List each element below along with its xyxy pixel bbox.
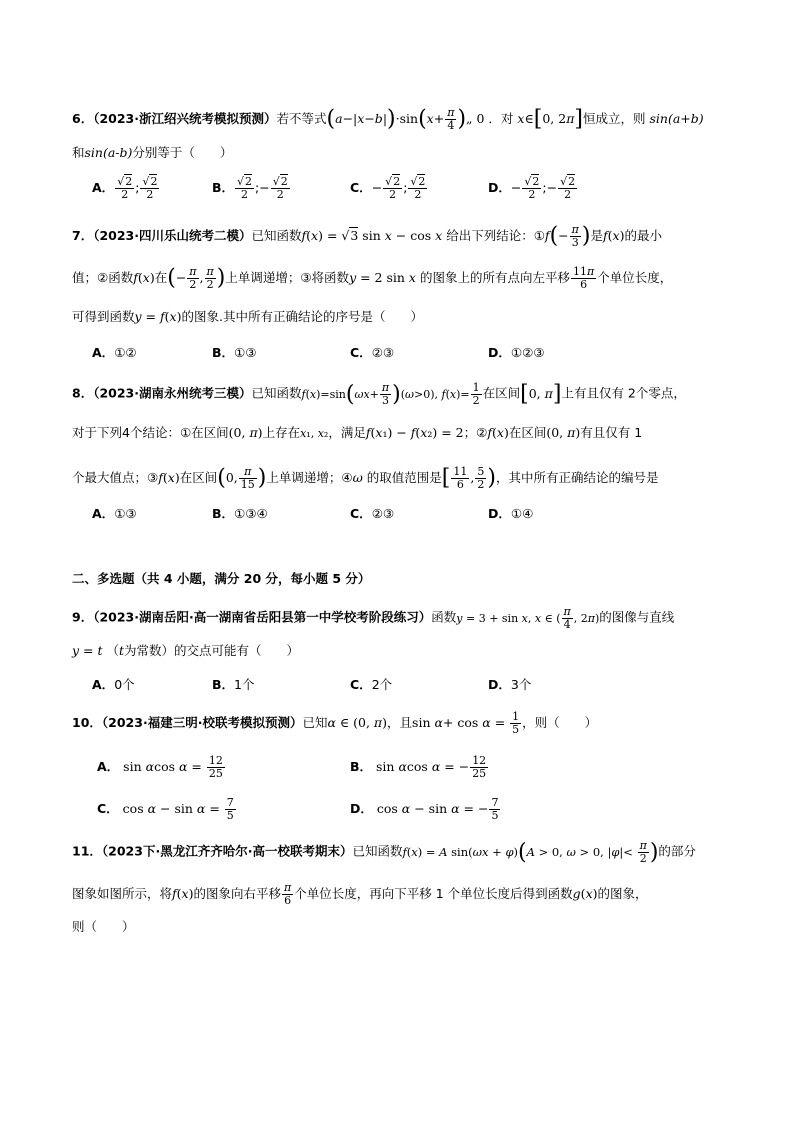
question-text: 上存在: [262, 425, 301, 440]
option-d[interactable]: D．①④: [488, 506, 534, 521]
option-b[interactable]: B．①③: [212, 345, 257, 360]
question-8-line-1: 8．（2023·湖南永州统考三模）已知函数f(x)=sin(ωx+ $\frac{\pi}{3}$ )(ω>0), f(x)= $\frac{1}{2}$ 在区间[0, π]上有且仅有 2个零点，: [72, 381, 686, 407]
question-number: 11．: [72, 843, 102, 859]
question-text: ；②: [463, 425, 488, 440]
question-text: 是: [590, 228, 603, 243]
question-text: 和: [72, 145, 85, 160]
question-text: 图象如图所示，将: [72, 886, 173, 901]
question-source: （2023下·黑龙江齐齐哈尔·高一校联考期末）: [101, 843, 353, 859]
option-d[interactable]: D．3个: [488, 677, 532, 692]
question-number: 8．: [72, 385, 94, 401]
function-formula: f(x)=sin(ωx+ $\frac{\pi}{3}$ )(ω>0), f(x)= $\frac{1}{2}$: [301, 381, 480, 407]
question-text: 恒成立，则: [583, 111, 646, 126]
question-6-line-1: 6．（2023·浙江绍兴统考模拟预测）若不等式(a−|x−b|)·sin(x+ $\frac{\pi}{4}$ )„ 0 ．对 x∈[0, 2π]恒成立，则 sin(a+b): [72, 106, 704, 132]
option-d[interactable]: D．− $\frac{√2}{2}$ ;− $\frac{√2}{2}$: [488, 175, 576, 201]
option-d[interactable]: D． cos α − sin α = − $\frac{7}{5}$: [350, 796, 499, 822]
question-text: 的图象.其中所有正确结论的序号是（ ）: [181, 309, 423, 324]
question-text: ，且: [387, 715, 413, 730]
question-text: 的取值范围是: [366, 470, 442, 485]
question-number: 10．: [72, 715, 102, 730]
question-7-line-2: 值；②函数f(x)在(− $\frac{\pi}{2}$ , $\frac{\pi}{2}$ )上单调递增；③将函数y = 2 sin x 的图象上的所有点向左平移 $\frac{11\pi}{6}$ 个单位长度，: [72, 265, 673, 291]
option-d[interactable]: D．①②③: [488, 345, 545, 360]
question-text: 已知函数: [251, 228, 302, 243]
option-b[interactable]: B． sin αcos α = − $\frac{12}{25}$: [350, 754, 487, 780]
question-8-line-3: 个最大值点；③f(x)在区间(0, $\frac{\pi}{15}$ )上单调递增；④ω 的取值范围是[ $\frac{11}{6}$ , $\frac{5}{2}$ )，其中所有正确结论的编号是: [72, 465, 659, 491]
question-text: 已知函数: [251, 385, 302, 401]
option-b[interactable]: B． $\frac{√2}{2}$ ;− $\frac{√2}{2}$: [212, 175, 288, 201]
option-c[interactable]: C．− $\frac{√2}{2}$ ; $\frac{√2}{2}$: [350, 175, 426, 201]
question-6-line-2: [72, 144, 232, 162]
question-text: 的图像与直线: [599, 609, 675, 625]
question-11-line-1: [72, 840, 696, 865]
question-text: 的图象，: [597, 886, 648, 901]
question-text: 若不等式: [276, 111, 327, 126]
question-text: ，其中所有正确结论的编号是: [495, 470, 659, 485]
domain-formula: x: [517, 111, 525, 126]
section-heading: 二、多选题（共 4 小题，满分 20 分，每小题 5 分）: [72, 571, 371, 586]
question-10-line-1: 10．（2023·福建三明·校联考模拟预测）已知α ∈ (0, π)，且sin α+ cos α = $\frac{1}{5}$ ，则（ ）: [72, 710, 598, 736]
question-text: 对于下列4个结论：①在区间: [72, 425, 229, 440]
question-source: （2023·浙江绍兴统考模拟预测）: [93, 111, 277, 126]
inequality-formula: (a−|x−b|)·sin(x+ $\frac{\pi}{4}$ )„ 0: [326, 106, 485, 132]
question-source: （2023·湖南永州统考三模）: [93, 385, 252, 401]
question-number: 6．: [72, 111, 94, 126]
question-9-line-1: [72, 606, 674, 631]
question-9-line-2: y = t （t为常数）的交点可能有（ ）: [72, 643, 300, 658]
question-number: 7．: [72, 228, 94, 243]
question-text: ，满足: [328, 425, 366, 440]
question-text: 个单位长度，: [597, 270, 673, 285]
option-c[interactable]: C．②③: [350, 506, 395, 521]
question-text: 个最大值点；③: [72, 470, 159, 485]
question-text: 的图象上的所有点向左平移: [419, 270, 570, 285]
question-number: 9．: [72, 609, 94, 625]
option-a[interactable]: A． $\frac{√2}{2}$ ; $\frac{√2}{2}$: [92, 175, 158, 201]
question-7-line-3: 可得到函数y = f(x)的图象.其中所有正确结论的序号是（ ）: [72, 309, 423, 324]
question-text: 在区间: [508, 425, 547, 440]
option-c[interactable]: C．②③: [350, 345, 395, 360]
option-a[interactable]: A．0个: [92, 677, 135, 692]
question-text: 已知: [302, 715, 328, 730]
question-text: 值；②函数: [72, 270, 134, 285]
option-a[interactable]: A． sin αcos α = $\frac{12}{25}$: [97, 754, 223, 780]
question-text: 上有且仅有 2个零点，: [561, 385, 686, 401]
question-text: 给出下列结论：①: [446, 228, 545, 243]
question-text: 在: [154, 270, 168, 285]
option-c[interactable]: C．2个: [350, 677, 393, 692]
question-text: 在区间: [482, 385, 521, 401]
question-text: 上单调递增；③将函数: [225, 270, 350, 285]
option-c[interactable]: C． cos α − sin α = $\frac{7}{5}$: [97, 796, 234, 822]
question-text: 对: [500, 111, 514, 126]
option-b[interactable]: B．1个: [212, 677, 255, 692]
question-text: 上单调递增；④: [266, 470, 353, 485]
question-text: 的部分: [658, 843, 696, 859]
option-a[interactable]: A．①②: [92, 345, 137, 360]
option-b[interactable]: B．①③④: [212, 506, 268, 521]
question-text: 已知函数: [352, 843, 403, 859]
question-text: ，则（ ）: [522, 715, 598, 730]
question-11-line-2: 图象如图所示，将f(x)的图象向右平移 $\frac{\pi}{6}$ 个单位长度，再向下平移 1 个单位长度后得到函数g(x)的图象，: [72, 881, 648, 907]
question-text: 在区间: [179, 470, 218, 485]
question-text: 的最小: [624, 228, 662, 243]
question-text: 函数: [431, 609, 457, 625]
question-text: 个单位长度，再向下平移 1 个单位长度后得到函数: [294, 886, 573, 901]
question-text: 有且仅有 1: [580, 425, 643, 440]
function-formula: f(x) = A sin(ωx + φ)(A > 0, ω > 0, |φ|< $\frac{\pi}{2}$ ): [402, 839, 659, 865]
question-text: 可得到函数: [72, 309, 135, 324]
question-7-line-1: 7．（2023·四川乐山统考二模）已知函数f(x) = √3 sin x − cos x 给出下列结论：①f(− $\frac{\pi}{3}$ )是f(x)的最小: [72, 223, 662, 249]
sin-sum-formula: sin(a+b): [649, 111, 704, 126]
question-text: 为常数）的交点可能有（ ）: [124, 643, 300, 658]
question-text: 的图象向右平移: [193, 886, 282, 901]
function-formula: f(x) = √3 sin x − cos x: [301, 228, 443, 243]
question-source: （2023·湖南岳阳·高一湖南省岳阳县第一中学校考阶段练习）: [93, 609, 432, 625]
option-a[interactable]: A．①③: [92, 506, 137, 521]
sin-diff-formula: sin(a-b): [84, 145, 133, 160]
question-text: 分别等于（ ）: [132, 145, 233, 160]
question-11-line-3: 则（ ）: [72, 919, 135, 934]
question-8-line-2: 对于下列4个结论：①在区间(0, π)上存在x₁, x₂，满足f(x₁) − f(x₂) = 2；②f(x)在区间(0, π)有且仅有 1: [72, 425, 643, 440]
question-source: （2023·四川乐山统考二模）: [93, 228, 252, 243]
question-source: （2023·福建三明·校联考模拟预测）: [101, 715, 303, 730]
function-formula: y = 3 + sin x, x ∈ ( $\frac{\pi}{4}$ , 2π): [456, 605, 600, 631]
